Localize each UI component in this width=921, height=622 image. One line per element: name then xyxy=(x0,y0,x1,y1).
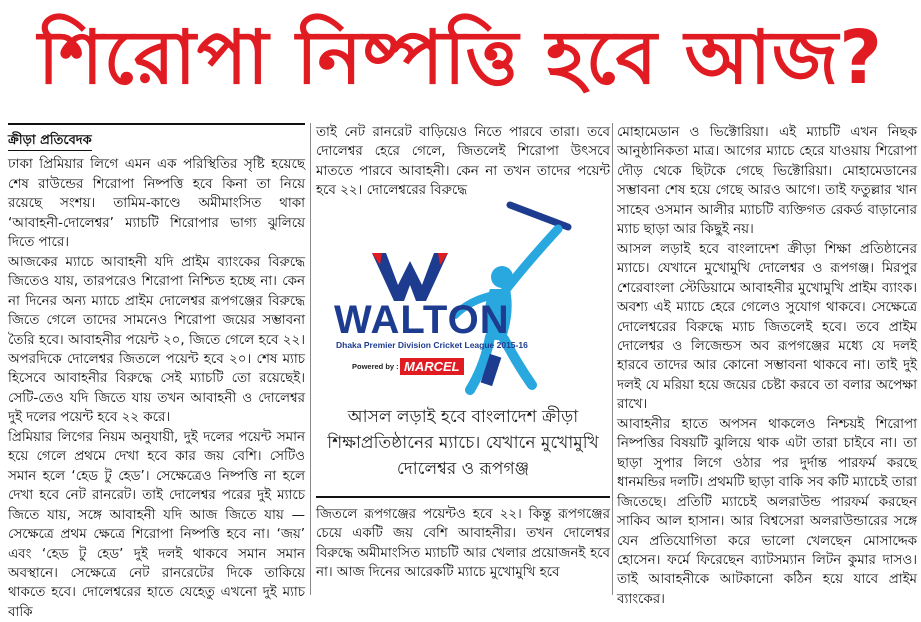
paragraph: তাই নেট রানরেট বাড়িয়েও নিতে পারবে তারা। তবে দোলেশ্বর হেরে গেলে, জিতলেই শিরোপা উৎসবে মাততে পারবে আবাহনী। কেন না তখন তাদের পয়েন্ট হবে ২২। দোলেশ্বরের বিরুদ্ধে xyxy=(316,125,610,199)
powered-by-label: Powered by : xyxy=(352,362,399,371)
article-column-2-top xyxy=(316,123,610,201)
headline: শিরোপা নিষ্পত্তি হবে আজ? xyxy=(37,15,884,101)
paragraph: জিতলে রূপগঞ্জের পয়েন্টও হবে ২২। কিন্তু রূপগঞ্জের চেয়ে একটি জয় বেশি আবাহনীর। তখন দোলেশ্বর বিরুদ্ধে অমীমাংসিত ম্যাচটি আর খেলার প্রয়োজনই হবে না। আজ দিনের আরেকটি ম্যাচে মুখোমুখি হবে xyxy=(316,507,610,581)
paragraph: মোহামেডান ও ভিক্টোরিয়া। এই ম্যাচটি এখন নিছক আনুষ্ঠানিকতা মাত্র। আগের ম্যাচে হেরে যাওয়ায় শিরোপা দৌড় থেকে ছিটকে গেছে ভিক্টোরিয়া। মোহামেডানের সম্ভাবনা শেষ হয়ে গেছে আরও আগে। তাই ফতুল্লার খান সাহেব ওসমান আলীর ম্যাচটি ব্যক্তিগত রেকর্ড বাড়ানোর ম্যাচ ছাড়া আর কিছুই নয়। xyxy=(617,125,917,238)
article-column-2-bottom xyxy=(316,505,610,598)
brand-name: WALTON xyxy=(334,298,510,342)
league-name: Dhaka Premier Division Cricket League 2015-16 xyxy=(336,340,528,350)
column-top-rule xyxy=(8,123,305,125)
pull-quote: আসল লড়াই হবে বাংলাদেশ ক্রীড়া শিক্ষাপ্রতিষ্ঠানের ম্যাচে। যেখানে মুখোমুখি দোলেশ্বর ও রূপগঞ্জ xyxy=(327,407,599,479)
walton-w-emblem xyxy=(372,253,448,301)
pull-quote-rule xyxy=(316,496,610,498)
byline: ক্রীড়া প্রতিবেদক xyxy=(8,131,92,151)
column-divider xyxy=(310,123,311,595)
sponsor-logo: MARCEL xyxy=(400,358,464,375)
paragraph: ঢাকা প্রিমিয়ার লিগে এমন এক পরিস্থিতির সৃষ্টি হয়েছে শেষ রাউন্ডের শিরোপা নিষ্পত্তি হবে কিনা তা নিয়ে রয়েছে সংশয়। তামিম-কাণ্ডে অমীমাংসিত থাকা ‘আবাহনী-দোলেশ্বর’ ম্যাচটি শিরোপার ভাগ্য ঝুলিয়ে দিতে পারে। xyxy=(8,157,305,251)
article-column-3 xyxy=(617,123,917,607)
article-column-1 xyxy=(8,123,305,620)
column-divider xyxy=(612,123,613,595)
paragraph: আজকের ম্যাচে আবাহনী যদি প্রাইম ব্যাংকের বিরুদ্ধে জিতেও যায়, তারপরেও শিরোপা নিশ্চিত হচ্ছে না। কেন না দিনের অন্য ম্যাচে প্রাইম দোলেশ্বর রূপগঞ্জের বিরুদ্ধে জিতে গেলে তাদের সামনেও শিরোপা জয়ের সম্ভাবনা তৈরি হবে। আবাহনীর পয়েন্ট ২০, জিতে গেলে হবে ২২। অপরদিকে দোলেশ্বর জিতলে পয়েন্ট হবে ২০। শেষ ম্যাচ হিসেবে আবাহনীর বিরুদ্ধে সেই ম্যাচটি তো রয়েছেই। সেটি-তেও যদি জিতে যায় তখন আবাহনী ও দোলেশ্বর দুই দলের পয়েন্ট হবে ২২ করে। xyxy=(8,254,305,426)
paragraph: প্রিমিয়ার লিগের নিয়ম অনুযায়ী, দুই দলের পয়েন্ট সমান হয়ে গেলে প্রথমে দেখা হবে কার জয় বেশি। সেটিও সমান হলে ‘হেড টু হেড’। সেক্ষেত্রেও নিষ্পত্তি না হলে দেখা হবে নেট রানরেট। তাই দোলেশ্বর পরের দুই ম্যাচে জিতে যায়, সঙ্গে আবাহনী যদি আজ জিতে যায় —সেক্ষেত্রে প্রথম ক্ষেত্রে শিরোপা নিষ্পত্তি হবে না। ‘জয়’ এবং ‘হেড টু হেড’ দুই দলই থাকবে সমান সমান অবস্থানে। সেক্ষেত্রে নেট রানরেটের দিকে তাকিয়ে থাকতে হবে। দোলেশ্বরের হাতে যেহেতু এখনো দুই ম্যাচ বাকি xyxy=(8,429,305,620)
paragraph: আসল লড়াই হবে বাংলাদেশ ক্রীড়া শিক্ষা প্রতিষ্ঠানের ম্যাচে। যেখানে মুখোমুখি দোলেশ্বর ও রূপগঞ্জ। মিরপুর শেরেবাংলা স্টেডিয়ামে আবাহনীর মুখোমুখি প্রাইম ব্যাংক। অবশ্য এই ম্যাচে হেরে গেলেও সুযোগ থাকবে। সেক্ষেত্রে দোলেশ্বরের বিরুদ্ধে ম্যাচ জিতলেই হবে। তবে প্রাইম দোলেশ্বর ও লিজেন্ডস অব রূপগঞ্জের মধ্যে যে দলই হারবে তাদের আর কোনো সম্ভাবনা থাকবে না। তাই দুই দলই যে মরিয়া হয়ে জয়ের চেষ্টা করবে তা বলার অপেক্ষা রাখে। xyxy=(617,241,917,413)
paragraph: আবাহনীর হাতে অপসন থাকলেও নিশ্চয়ই শিরোপা নিষ্পত্তির বিষয়টি ঝুলিয়ে থাক এটা তারা চাইবে না। তা ছাড়া সুপার লিগে ওঠার পর দুর্দান্ত পারফর্ম করছে ধানমন্ডির দলটি। প্রথমটি ছাড়া বাকি সব কটি ম্যাচেই তারা জিতেছে। প্রতিটি ম্যাচেই অলরাউন্ড পারফর্ম করছেন সাকিব আল হাসান। আর বিশ্বসেরা অলরাউন্ডারের সঙ্গে যেন প্রতিযোগিতা করে ভালো খেলছেন মোসাদ্দেক হোসেন। ফর্মে ফিরেছেন ব্যাটসম্যান লিটন কুমার দাসও। তাই আবাহনীকে আটকানো কঠিন হয়ে যাবে প্রাইম ব্যাংকের। xyxy=(617,416,917,607)
